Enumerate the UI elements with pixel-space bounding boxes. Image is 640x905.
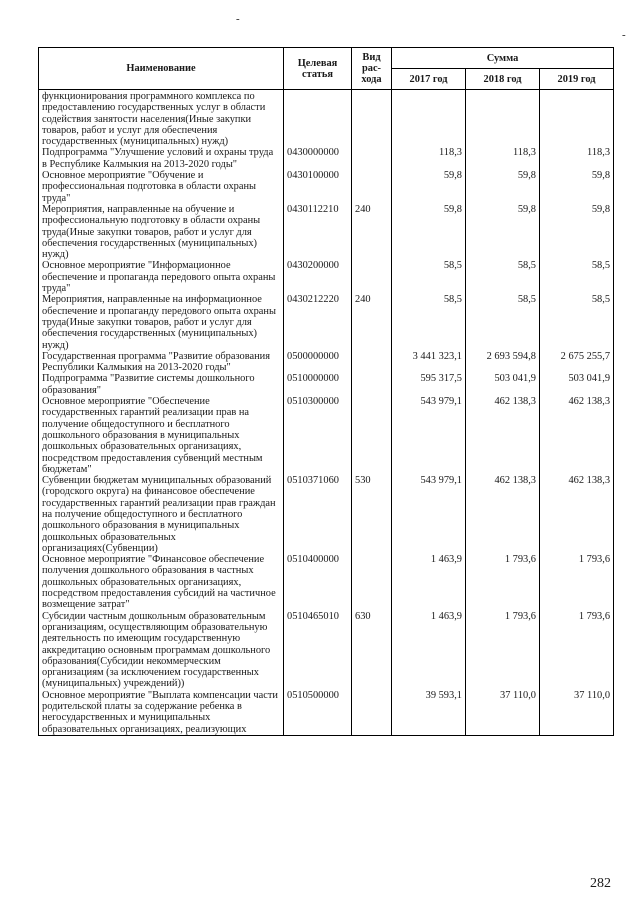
row-sum-2017 (392, 90, 466, 148)
row-name: Основное мероприятие "Обучение и профессиональная подготовка в области охраны труда" (39, 170, 284, 204)
table-body (39, 90, 614, 736)
column-header-2018: 2018 год (466, 69, 540, 90)
row-sum-2017: 1 463,9 (392, 554, 466, 610)
table-row (39, 90, 614, 148)
row-sum-2019: 59,8 (540, 204, 614, 260)
row-sum-2019 (540, 90, 614, 148)
row-target-code: 0510465010 (284, 611, 352, 690)
row-name: функционирования программного комплекса по предоставлению государственных услуг в области содействия занятости населения(Иные закупки товаров, работ и услуг для обеспечения государственных (муниципальных) нужд) (39, 90, 284, 148)
row-target-code: 0510500000 (284, 690, 352, 736)
row-target-code (284, 90, 352, 148)
row-expense-type (352, 147, 392, 170)
table-row (39, 147, 614, 170)
row-sum-2019: 503 041,9 (540, 373, 614, 396)
row-sum-2019: 37 110,0 (540, 690, 614, 736)
row-sum-2019: 58,5 (540, 260, 614, 294)
row-expense-type (352, 170, 392, 204)
row-expense-type (352, 373, 392, 396)
row-target-code: 0430200000 (284, 260, 352, 294)
row-name: Подпрограмма "Улучшение условий и охраны труда в Республике Калмыкия на 2013-2020 годы" (39, 147, 284, 170)
row-target-code: 0430000000 (284, 147, 352, 170)
table-row (39, 170, 614, 204)
row-expense-type: 530 (352, 475, 392, 554)
row-expense-type: 240 (352, 204, 392, 260)
table-row (39, 351, 614, 374)
table-row (39, 611, 614, 690)
row-expense-type (352, 396, 392, 475)
row-sum-2019: 58,5 (540, 294, 614, 350)
row-target-code: 0510371060 (284, 475, 352, 554)
scan-dash-mark: - (236, 13, 240, 25)
row-expense-type: 240 (352, 294, 392, 350)
row-sum-2017: 3 441 323,1 (392, 351, 466, 374)
row-name: Подпрограмма "Развитие системы дошкольного образования" (39, 373, 284, 396)
row-sum-2018: 58,5 (466, 294, 540, 350)
page-number: 282 (590, 876, 611, 891)
row-sum-2018: 58,5 (466, 260, 540, 294)
row-sum-2017: 595 317,5 (392, 373, 466, 396)
row-sum-2018: 2 693 594,8 (466, 351, 540, 374)
row-target-code: 0510000000 (284, 373, 352, 396)
row-expense-type (352, 260, 392, 294)
row-sum-2018: 462 138,3 (466, 396, 540, 475)
row-sum-2017: 59,8 (392, 204, 466, 260)
row-sum-2018 (466, 90, 540, 148)
column-header-type: Вид рас-хода (352, 48, 392, 90)
table-row (39, 554, 614, 610)
row-target-code: 0500000000 (284, 351, 352, 374)
table-row (39, 294, 614, 350)
row-name: Основное мероприятие "Информационное обеспечение и пропаганда передового опыта охраны труда" (39, 260, 284, 294)
row-sum-2018: 59,8 (466, 204, 540, 260)
row-sum-2019: 2 675 255,7 (540, 351, 614, 374)
row-sum-2018: 1 793,6 (466, 554, 540, 610)
scan-dash-mark: - (622, 29, 626, 41)
row-sum-2017: 39 593,1 (392, 690, 466, 736)
table-row (39, 260, 614, 294)
row-target-code: 0430112210 (284, 204, 352, 260)
row-expense-type (352, 690, 392, 736)
row-name: Основное мероприятие "Выплата компенсации части родительской платы за содержание ребенка в негосударственных и муниципальных образовательных организациях, реализующих (39, 690, 284, 736)
table-row (39, 204, 614, 260)
row-sum-2017: 59,8 (392, 170, 466, 204)
row-sum-2017: 58,5 (392, 294, 466, 350)
table-row (39, 373, 614, 396)
row-name: Мероприятия, направленные на информационное обеспечение и пропаганду передового опыта охраны труда(Иные закупки товаров, работ и услуг для обеспечения государственных (муниципальных) нужд) (39, 294, 284, 350)
row-target-code: 0510400000 (284, 554, 352, 610)
row-expense-type (352, 554, 392, 610)
row-sum-2017: 118,3 (392, 147, 466, 170)
row-sum-2019: 59,8 (540, 170, 614, 204)
row-sum-2018: 37 110,0 (466, 690, 540, 736)
row-sum-2017: 1 463,9 (392, 611, 466, 690)
row-target-code: 0430100000 (284, 170, 352, 204)
row-sum-2018: 118,3 (466, 147, 540, 170)
column-header-target: Целевая статья (284, 48, 352, 90)
row-sum-2019: 1 793,6 (540, 554, 614, 610)
row-name: Государственная программа "Развитие образования Республики Калмыкия на 2013-2020 годы" (39, 351, 284, 374)
row-sum-2018: 462 138,3 (466, 475, 540, 554)
row-sum-2019: 462 138,3 (540, 475, 614, 554)
row-sum-2018: 503 041,9 (466, 373, 540, 396)
row-name: Мероприятия, направленные на обучение и профессиональную подготовку в области охраны труда(Иные закупки товаров, работ и услуг для обеспечения государственных (муниципальных) нужд) (39, 204, 284, 260)
table-row (39, 475, 614, 554)
column-header-2019: 2019 год (540, 69, 614, 90)
row-target-code: 0510300000 (284, 396, 352, 475)
row-name: Субвенции бюджетам муниципальных образований (городского округа) на финансовое обеспечение государственных гарантий реализации прав граждан на получение общедоступного и бесплатного дошкольного образования в муниципальных дошкольных образовательных организациях(Субвенции) (39, 475, 284, 554)
row-sum-2017: 58,5 (392, 260, 466, 294)
row-name: Основное мероприятие "Обеспечение государственных гарантий реализации прав на получение общедоступного и бесплатного дошкольного образования в муниципальных дошкольных образовательных организациях, посредством предоставления субвенций местным бюджетам" (39, 396, 284, 475)
budget-table (38, 47, 614, 736)
column-header-sum: Сумма (392, 48, 614, 69)
row-name: Субсидии частным дошкольным образовательным организациям, осуществляющим образовательную деятельность по имеющим государственную аккредитацию основным программам дошкольного образования(Субсидии некоммерческим организациям (за исключением государственных (муниципальных) учреждений)) (39, 611, 284, 690)
row-name: Основное мероприятие "Финансовое обеспечение получения дошкольного образования в частных дошкольных образовательных организациях, посредством предоставления субсидий на частичное возмещение затрат" (39, 554, 284, 610)
table-header (39, 48, 614, 90)
row-sum-2018: 1 793,6 (466, 611, 540, 690)
row-sum-2017: 543 979,1 (392, 396, 466, 475)
row-sum-2019: 1 793,6 (540, 611, 614, 690)
row-sum-2017: 543 979,1 (392, 475, 466, 554)
table-row (39, 396, 614, 475)
row-sum-2019: 118,3 (540, 147, 614, 170)
row-expense-type (352, 90, 392, 148)
row-expense-type: 630 (352, 611, 392, 690)
column-header-2017: 2017 год (392, 69, 466, 90)
row-target-code: 0430212220 (284, 294, 352, 350)
table-row (39, 690, 614, 736)
row-sum-2018: 59,8 (466, 170, 540, 204)
row-expense-type (352, 351, 392, 374)
column-header-name: Наименование (39, 48, 284, 90)
row-sum-2019: 462 138,3 (540, 396, 614, 475)
